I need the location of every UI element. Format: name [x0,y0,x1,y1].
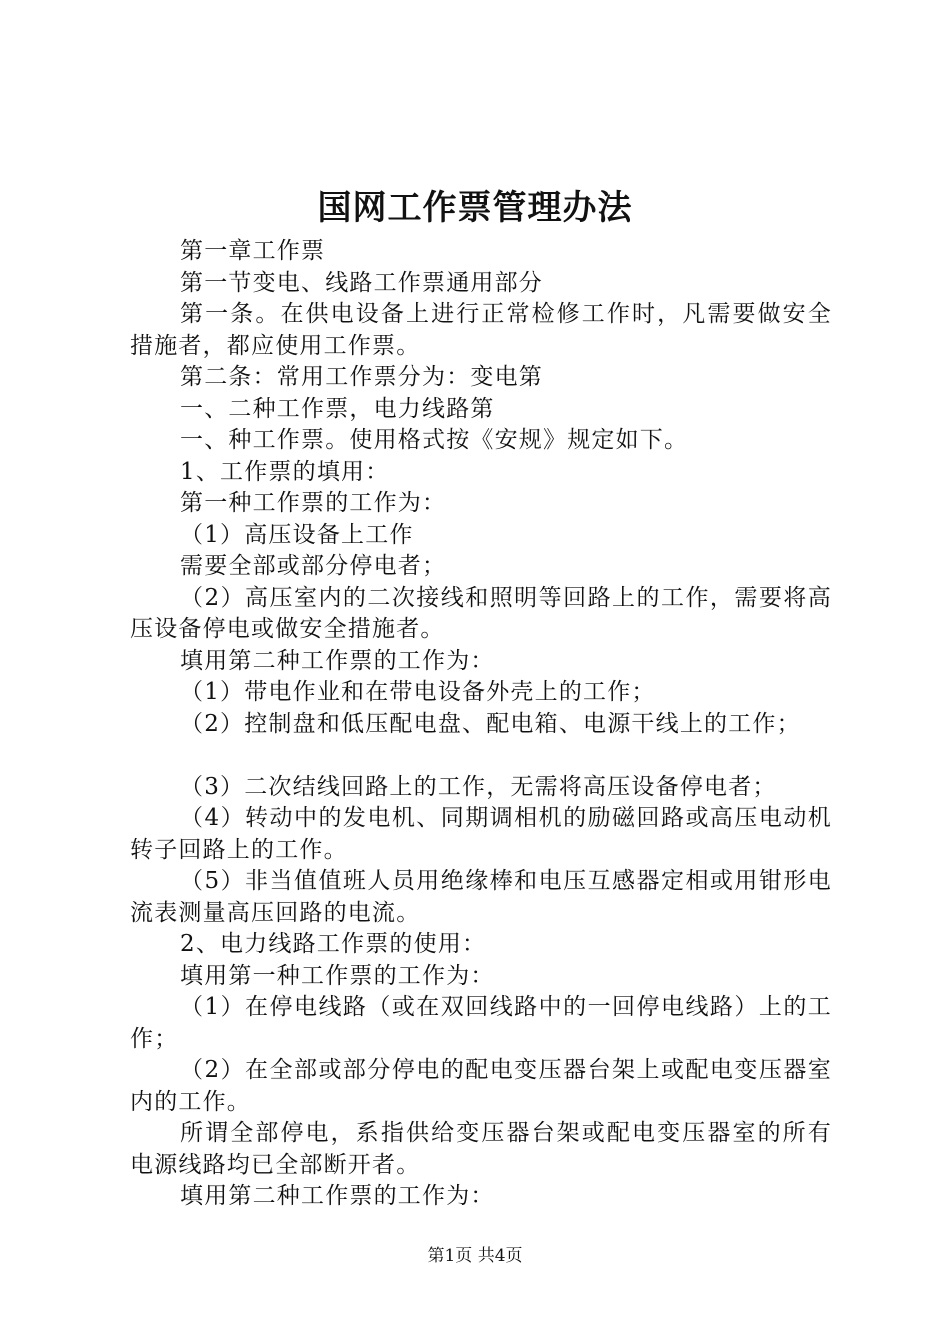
paragraph: （2）高压室内的二次接线和照明等回路上的工作，需要将高压设备停电或做安全措施者。 [130,584,832,642]
paragraph: （2）控制盘和低压配电盘、配电箱、电源干线上的工作； [180,710,801,737]
paragraph: 第二条：常用工作票分为：变电第 [180,364,543,390]
paragraph: 第一节变电、线路工作票通用部分 [180,269,543,296]
paragraph: （4）转动中的发电机、同期调相机的励磁回路或高压电动机转子回路上的工作。 [130,805,832,863]
paragraph: 1、工作票的填用： [180,458,390,485]
paragraph: 所谓全部停电，系指供给变压器台架或配电变压器室的所有电源线路均已全部断开者。 [130,1120,832,1178]
paragraph: （3）二次结线回路上的工作，无需将高压设备停电者； [180,773,777,800]
paragraph: 需要全部或部分停电者； [180,553,447,579]
paragraph: （1）带电作业和在带电设备外壳上的工作； [180,679,656,705]
document-body [130,236,832,1213]
paragraph: 2、电力线路工作票的使用： [180,931,487,957]
paragraph: 填用第一种工作票的工作为： [180,962,495,989]
paragraph: （5）非当值值班人员用绝缘棒和电压互感器定相或用钳形电流表测量高压回路的电流。 [130,868,832,926]
paragraph: 第一种工作票的工作为： [180,490,447,516]
paragraph: （1）高压设备上工作 [180,521,414,548]
page-footer: 第1页 共4页 [427,1246,523,1266]
paragraph: 第一条。在供电设备上进行正常检修工作时，凡需要做安全措施者，都应使用工作票。 [130,301,832,359]
paragraph: 一、种工作票。使用格式按《安规》规定如下。 [180,427,689,453]
paragraph: 填用第二种工作票的工作为： [180,647,495,674]
blank-paragraph [130,740,832,772]
paragraph: （2）在全部或部分停电的配电变压器台架上或配电变压器室内的工作。 [130,1057,832,1115]
paragraph: 第一章工作票 [180,238,326,264]
paragraph: 一、二种工作票，电力线路第 [180,395,495,422]
document-title: 国网工作票管理办法 [317,188,633,228]
paragraph: 填用第二种工作票的工作为： [180,1183,495,1209]
paragraph: （1）在停电线路（或在双回线路中的一回停电线路）上的工作； [130,994,832,1052]
